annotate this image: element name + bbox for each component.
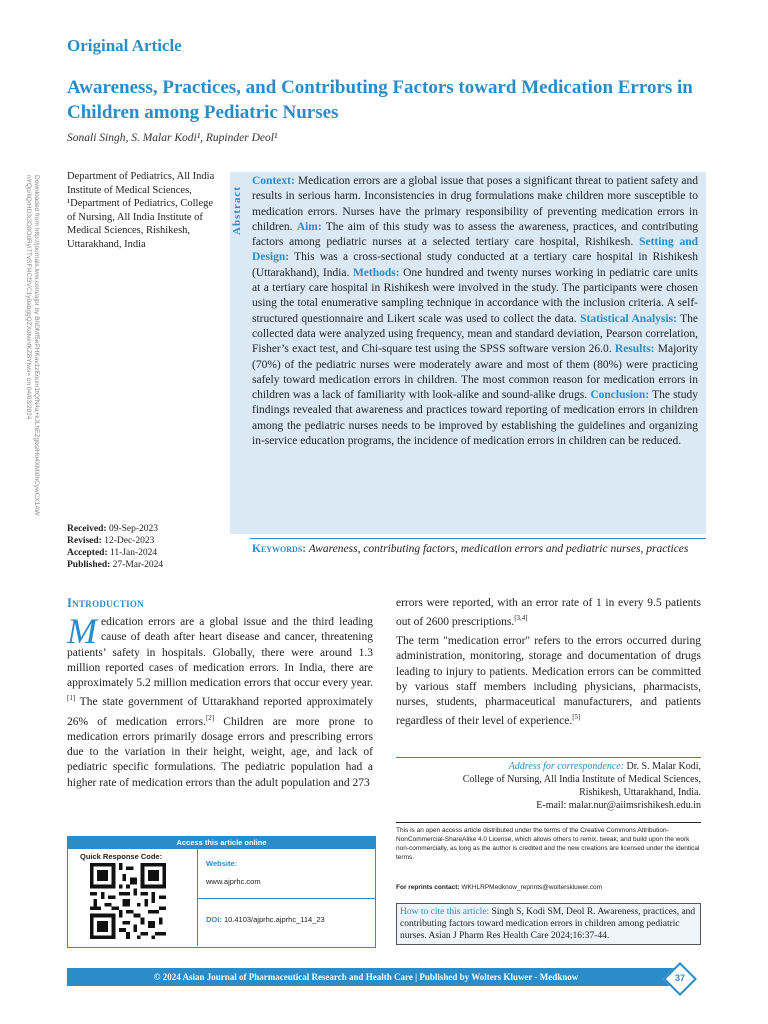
accepted-label: Accepted: [67,548,108,558]
results-text: Majority (70%) of the pediatric nurses were moderately aware and most of them (80%) were practicing safely toward medication errors in children. The most common reason for medication errors in children was a lack of familiarity with look-alike and sound-alike drugs. [252,343,699,402]
ref-5[interactable]: [5] [572,713,581,722]
correspondence-line-2: Rishikesh, Uttarakhand, India. [579,787,701,798]
ref-2[interactable]: [2] [205,713,215,722]
doi [206,915,325,924]
correspondence-email[interactable]: E-mail: malar.nur@aiimsrishikesh.edu.in [536,800,701,811]
stat-text: The collected data were analyzed using frequency, mean and standard deviation, Pearson correlation, Fisher’s exact test, and Chi-square test using the SPSS software version 26.0. [252,312,699,356]
received-label: Received: [67,524,107,534]
correspondence-rule [396,757,701,758]
access-header: Access this article online [67,836,376,849]
stat-label: Statistical Analysis: [580,312,677,325]
intro-column-1 [67,611,373,791]
revised-label: Revised: [67,536,102,546]
published-date: 27-Mar-2024 [112,560,164,570]
aim-label: Aim: [296,220,322,233]
ref-3-4[interactable]: [3,4] [514,614,528,623]
methods-text: One hundred and twenty nurses working in pediatric care units at a tertiary care hospital in Rishikesh were involved in the study. The participants were chosen using the total enumerative sampling technique in accordance with the inclusion criteria. A self-structured questionnaire and Likert scale was used to collect the data. [252,266,698,325]
correspondence-line-1: College of Nursing, All India Institute of Medical Sciences, [462,774,701,785]
correspondence-name: Dr. S. Malar Kodi, [626,761,701,772]
website-link[interactable]: www.ajprhc.com [206,877,261,886]
license-text: This is an open access article distributed under the terms of the Creative Commons Attribution-NonCommercial-ShareAlike 4.0 License, which allows others to remix, tweak, and build upon the work non-commercially, as long as the author is credited and the new creations are licensed under the identical terms. [396,827,700,861]
intro-column-2b [396,634,701,730]
setting-label: Setting and Design: [252,236,699,264]
setting-text: This was a cross-sectional study conducted at a tertiary care hospital in Rishikesh (Uttarakhand), India. [252,251,698,279]
download-notice: Downloaded from http://journals.lww.com/ajpr by BhDMf5ePHKav1zEoum1tQfN4a+kJLhEZgbsIHo4XMi0hCywCX1AW nYQp/IlQrHD3i3D0OdRyi7TvSFl4Cf3VC1y0abggQZXdtwnfKZBYtws= on 04/03/2024 [25,175,40,516]
intro-para-1b: The state government of Uttarakhand reported approximately 26% of medication errors. [67,696,373,728]
website-label: Website: [206,859,238,868]
cite-label: How to cite this article: [400,907,490,917]
intro-para-2a: errors were reported, with an error rate of 1 in every 9.5 patients out of 2600 prescriptions. [396,597,701,629]
intro-para-1c: Children are more prone to medication errors primarily dosage errors and prescribing errors due to the variation in their height, weight, age, and lack of pediatric specific formulations. The pediatric population had a higher rate of medication errors than the adult population and 273 [67,715,373,789]
published-label: Published: [67,560,111,570]
article-dates [67,523,227,571]
reprints-contact [396,884,701,891]
keywords-rule [250,538,706,539]
methods-label: Methods: [352,266,400,279]
ref-1[interactable]: [1] [67,694,76,703]
qr-code-icon[interactable] [90,863,166,939]
introduction-heading: Introduction [67,596,144,610]
context-label: Context: [252,175,295,187]
cite-text: Singh S, Kodi SM, Deol R. Awareness, practices, and contributing factors toward medication errors in children among pediatric nurses. Asian J Pharm Res Health Care 2024;16:37-44. [400,907,696,941]
revised-date: 12-Dec-2023 [104,536,155,546]
drop-cap: M [67,611,97,651]
intro-para-1a: edication errors are a global issue and the third leading cause of death after heart disease and cancer, threatening patients’ safety in hospitals. Globally, there were around 1.3 million reported cases of medication errors. In India, there are approximately 5.2 million medication errors that occur every year. [67,616,373,690]
article-type: Original Article [67,36,182,55]
received-date: 09-Sep-2023 [108,524,159,534]
doi-label: DOI: [206,915,222,924]
intro-para-2b: The term "medication error" refers to the errors occurred during administration, monitoring, storage and documentation of drugs leading to injury to patients. Medication errors can be committed by various staff members including physicians, pharmacists, nurses, students, pharmaceutical manufacturers, and patients regardless of their level of experience. [396,635,701,728]
aim-text: The aim of this study was to assess the awareness, practices, and contributing factors among pediatric nurses at a selected tertiary care hospital, Rishikesh. [252,220,698,249]
keywords [252,542,702,557]
license-rule [396,822,701,823]
citation [400,906,697,942]
authors: Sonali Singh, S. Malar Kodi¹, Rupinder Deol¹ [67,132,278,144]
affiliation: Department of Pediatrics, All India Institute of Medical Sciences, ¹Department of Pediatrics, College of Nursing, All India Institute of Medical Sciences, Rishikesh, Uttarakhand, India [67,171,215,250]
website-divider [198,898,375,899]
abstract-text [252,174,698,449]
page-number: 37 [674,973,685,983]
intro-column-2a [396,596,701,630]
reprints-label: For reprints contact: [396,884,460,891]
results-label: Results: [614,343,655,356]
abstract-label: Abstract [231,186,243,236]
doi-link[interactable]: 10.4103/ajprhc.ajprhc_114_23 [223,915,325,924]
keywords-text: Awareness, contributing factors, medication errors and pediatric nurses, practices [308,543,689,555]
reprints-email[interactable]: WKHLRPMedknow_reprints@wolterskluwer.com [461,884,602,891]
accepted-date: 11-Jan-2024 [110,548,158,558]
context-text: Medication errors are a global issue that poses a significant threat to patient safety and results in serious harm. Inconsistencies in drug formulations make children more susceptible to medication errors. Nurses have the primary responsibility of preventing medication errors in children. [252,175,699,233]
conclusion-label: Conclusion: [590,389,650,402]
conclusion-text: The study findings revealed that awareness and practices toward reporting of medication errors in children among the pediatric nurses needs to be improved by establishing the guidelines and organizing in-service education programs, the incidence of medication errors in children can be reduced. [252,389,699,448]
footer-copyright: © 2024 Asian Journal of Pharmaceutical Research and Health Care | Published by Wolters Kluwer - Medknow [153,972,579,982]
article-title: Awareness, Practices, and Contributing Factors toward Medication Errors in Children among Pediatric Nurses [67,77,693,123]
correspondence-label: Address for correspondence: [508,761,625,772]
qr-label: Quick Response Code: [80,852,163,861]
keywords-label: Keywords: [252,543,307,555]
correspondence [396,760,701,812]
